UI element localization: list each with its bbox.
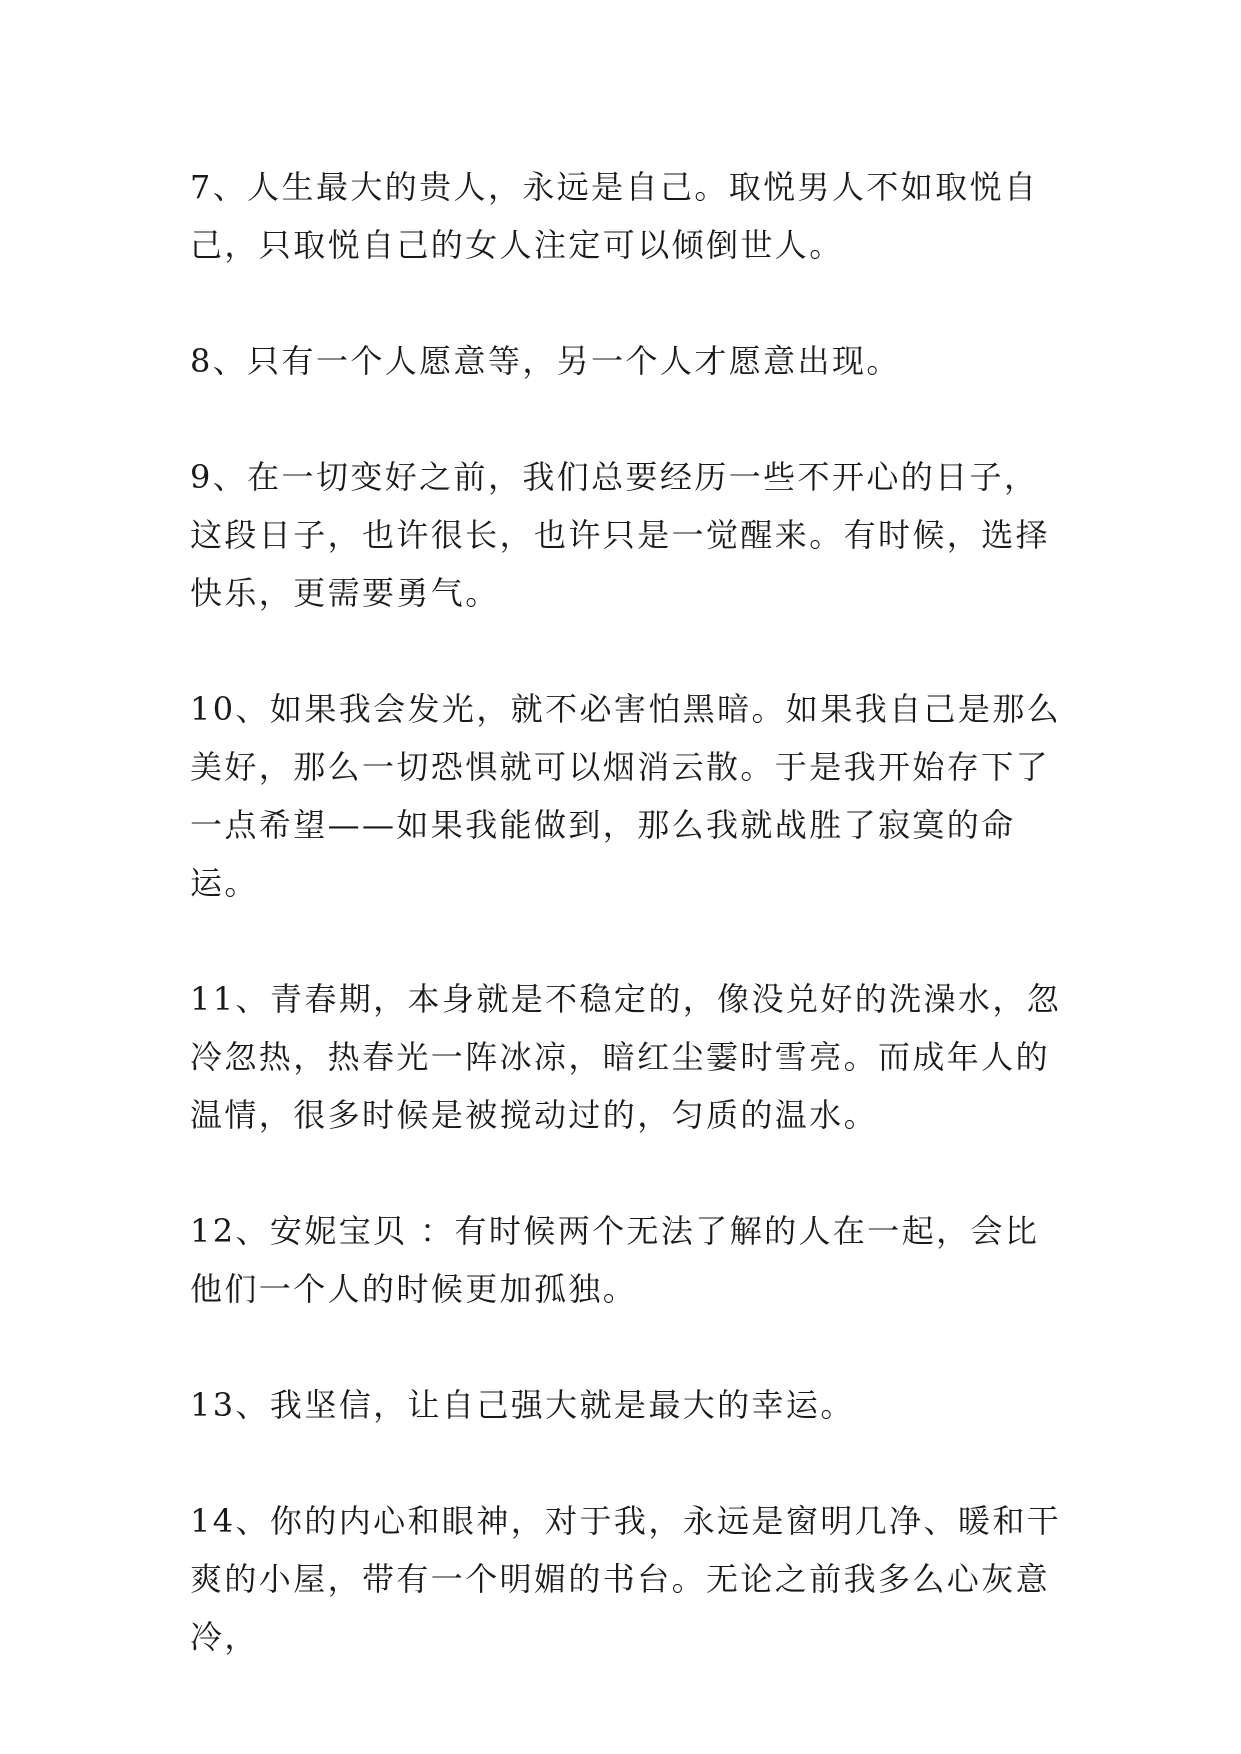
quote-paragraph-12: 12、安妮宝贝 ：有时候两个无法了解的人在一起，会比他们一个人的时候更加孤独。 — [190, 1212, 1040, 1308]
document-body — [190, 158, 1070, 1724]
quote-paragraph-9: 9、在一切变好之前，我们总要经历一些不开心的日子，这段日子，也许很长，也许只是一觉醒来。有时候，选择快乐，更需要勇气。 — [190, 458, 1051, 612]
quote-paragraph-11: 11、青春期，本身就是不稳定的，像没兑好的洗澡水，忽冷忽热，热春光一阵冰凉，暗红尘霎时雪亮。而成年人的温情，很多时候是被搅动过的，匀质的温水。 — [190, 980, 1062, 1134]
quote-paragraph-8: 8、只有一个人愿意等，另一个人才愿意出现。 — [190, 342, 901, 380]
quote-paragraph-10: 10、如果我会发光，就不必害怕黑暗。如果我自己是那么美好，那么一切恐惧就可以烟消云散。于是我开始存下了一点希望——如果我能做到，那么我就战胜了寂寞的命运。 — [190, 690, 1062, 902]
quote-paragraph-7: 7、人生最大的贵人，永远是自己。取悦男人不如取悦自己，只取悦自己的女人注定可以倾倒世人。 — [190, 168, 1039, 264]
quote-paragraph-14: 14、你的内心和眼神，对于我，永远是窗明几净、暖和干爽的小屋，带有一个明媚的书台。无论之前我多么心灰意冷， — [190, 1502, 1062, 1656]
quote-paragraph-13: 13、我坚信，让自己强大就是最大的幸运。 — [190, 1386, 855, 1424]
